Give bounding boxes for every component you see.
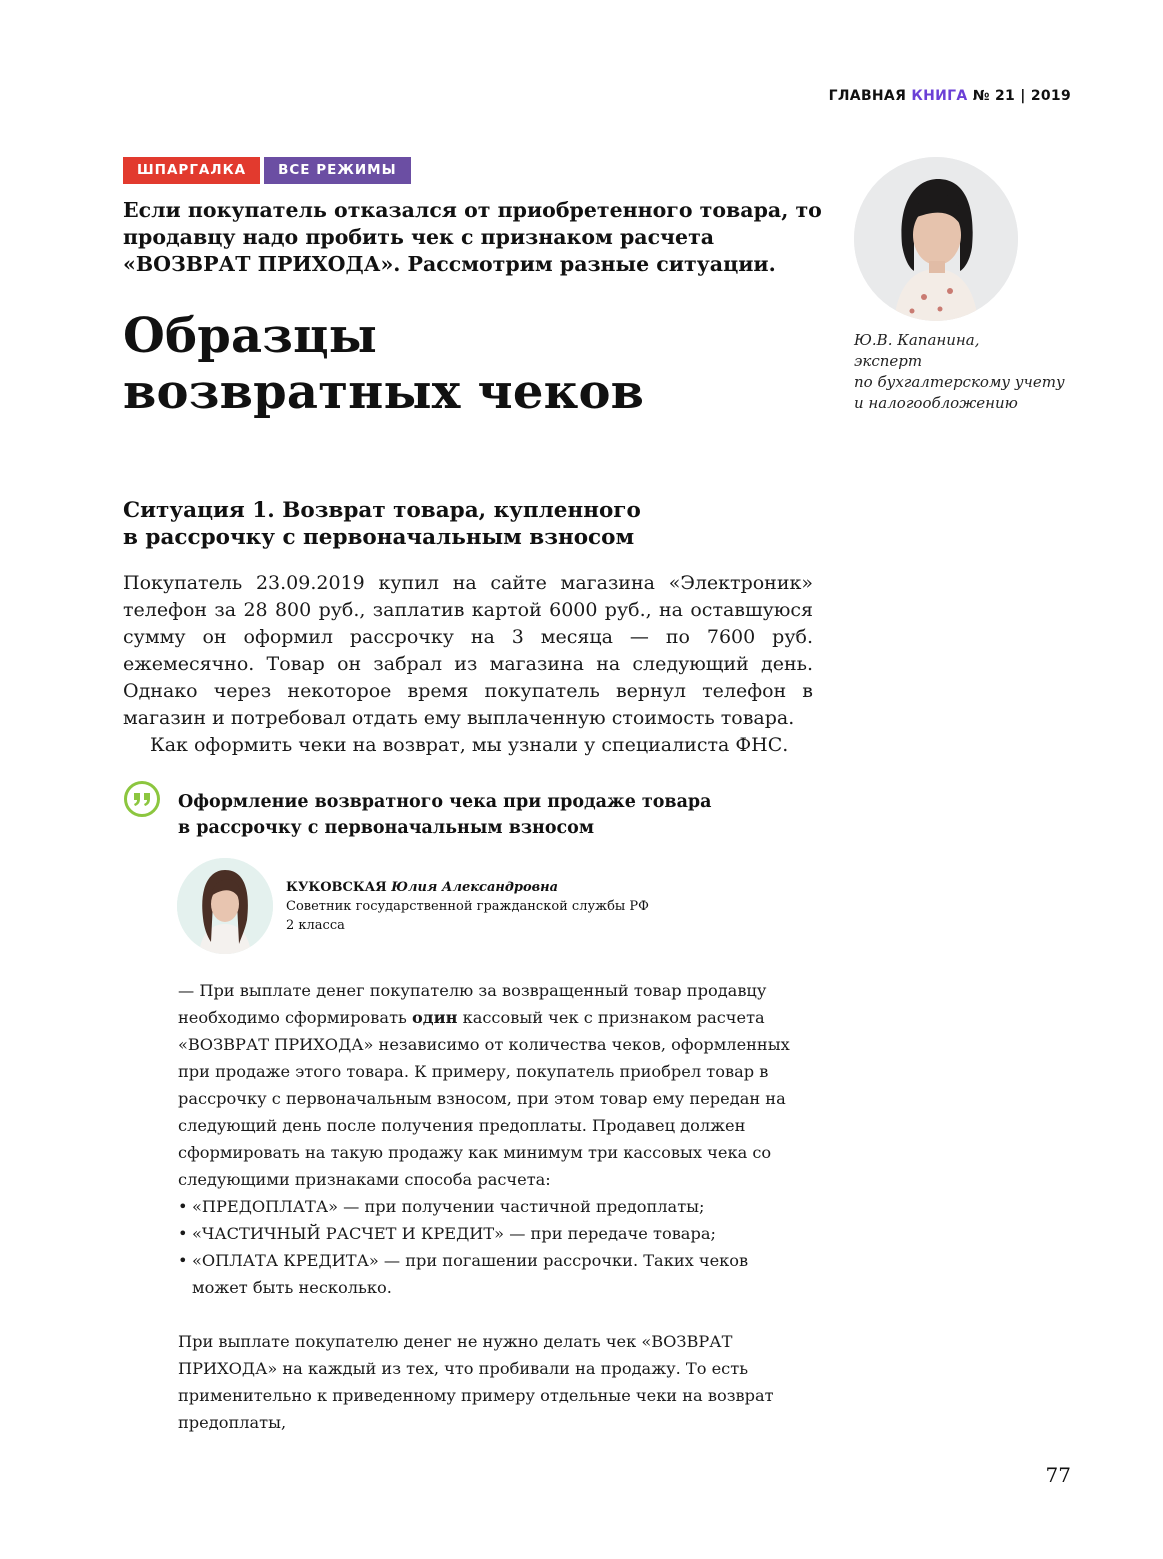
answer-p1-bold: один [411,1008,458,1027]
expert-given-names: Юлия Александровна [391,880,559,895]
expert-role-line-1: Советник государственной гражданской службы РФ [286,899,649,914]
author-role-3: и налогообложению [854,394,1018,412]
answer-p1-after: кассовый чек с признаком расчета «ВОЗВРАТ ПРИХОДА» независимо от количества чеков, оформленных при продаже этого товара. К примеру, покупатель приобрел товар в рассрочку с первоначальным взносом, при этом товар ему передан на следующий день после получения предоплаты. Продавец должен сформировать на такую продажу как минимум три кассовых чека со следующими признаками способа расчета: [178,1008,790,1189]
category-tags [123,157,411,184]
author-portrait [854,157,1018,321]
expert-role-line-2: 2 класса [286,918,345,933]
brand-accent: КНИГА [911,88,968,104]
author-name: Ю.В. Капанина, [854,331,980,349]
list-item: • «ЧАСТИЧНЫЙ РАСЧЕТ И КРЕДИТ» — при передаче товара; [178,1220,808,1247]
article-title [123,308,823,420]
quote-heading-line-2: в рассрочку с первоначальным взносом [178,818,595,838]
list-item: • «ПРЕДОПЛАТА» — при получении частичной предоплаты; [178,1193,808,1220]
list-item: • «ОПЛАТА КРЕДИТА» — при погашении рассрочки. Таких чеков может быть несколько. [178,1247,808,1301]
answer-paragraph-2: При выплате покупателю денег не нужно делать чек «ВОЗВРАТ ПРИХОДА» на каждый из тех, что пробивали на продажу. То есть применительно к приведенному примеру отдельные чеки на возврат предоплаты, [178,1332,774,1432]
answer-p1-before: — При выплате денег покупателю за возвращенный товар продавцу необходимо сформировать [178,981,767,1027]
author-role-1: эксперт [854,352,923,370]
quote-heading [178,789,818,841]
author-caption [854,330,1084,414]
answer-paragraph-1 [178,977,808,1193]
situation-heading-line-1: Ситуация 1. Возврат товара, купленного [123,498,641,523]
tag-all-regimes: ВСЕ РЕЖИМЫ [264,157,410,184]
expert-surname: КУКОВСКАЯ [286,880,387,895]
brand-name: ГЛАВНАЯ [828,88,907,104]
situation-heading [123,497,803,551]
situation-paragraph-2: Как оформить чеки на возврат, мы узнали у специалиста ФНС. [150,734,789,756]
author-role-2: по бухгалтерскому учету [854,373,1065,391]
author-portrait-image [854,157,1018,321]
expert-portrait [177,858,273,954]
issue-number: № 21 | 2019 [972,88,1071,104]
page-number: 77 [1045,1463,1071,1487]
quote-icon [123,780,161,818]
title-line-1: Образцы [123,308,378,364]
lead-paragraph: Если покупатель отказался от приобретенного товара, то продавцу надо пробить чек с признаком расчета «ВОЗВРАТ ПРИХОДА». Рассмотрим разные ситуации. [123,198,822,276]
running-header [829,88,1071,104]
expert-portrait-image [177,858,273,954]
situation-paragraph: Покупатель 23.09.2019 купил на сайте магазина «Электроник» телефон за 28 800 руб., заплатив картой 6000 руб., на оставшуюся сумму он оформил рассрочку на 3 месяца — по 7600 руб. ежемесячно. Товар он забрал из магазина на следующий день. Однако через некоторое время покупатель вернул телефон в магазин и потребовал отдать ему выплаченную стоимость товара. [123,572,813,729]
title-line-2: возвратных чеков [123,364,645,420]
quote-heading-line-1: Оформление возвратного чека при продаже товара [178,792,712,812]
answer-body [178,977,808,1301]
payment-sign-list [178,1193,808,1301]
tag-cheatsheet: ШПАРГАЛКА [123,157,260,184]
expert-role [286,897,666,935]
expert-name [286,878,558,897]
situation-heading-line-2: в рассрочку с первоначальным взносом [123,525,635,550]
